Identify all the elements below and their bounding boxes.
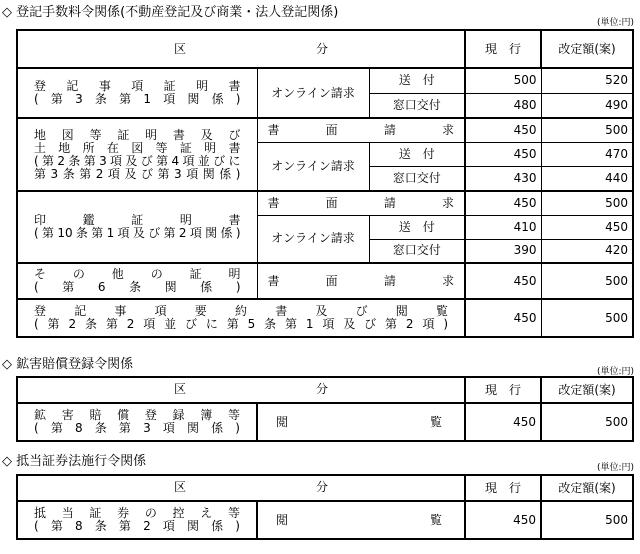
current-fee: 390 xyxy=(465,239,541,263)
current-fee: 450 xyxy=(465,142,541,166)
unit-label: (単位:円) xyxy=(596,18,634,28)
header-col2: 分 xyxy=(316,480,329,494)
written-request-cell xyxy=(257,191,465,215)
unit-label: (単位:円) xyxy=(596,463,634,473)
inspection-label-a: 閲 xyxy=(276,513,289,527)
revised-fee: 470 xyxy=(541,142,633,166)
inspection-label-b: 覧 xyxy=(429,513,442,527)
item-name: 登記事項証明書 xyxy=(34,79,241,93)
written-request-label: 書 面 請 求 xyxy=(267,273,455,288)
written-request-cell xyxy=(257,118,465,142)
revised-fee: 490 xyxy=(541,93,633,118)
header-current: 現 行 xyxy=(465,30,541,68)
revised-fee: 500 xyxy=(541,403,633,441)
header-col1: 区 xyxy=(174,480,187,494)
item-name-2: 土地所在図等証明書 xyxy=(34,140,241,155)
section-title-registration-fees: ◇ 登記手数料令関係(不動産登記及び商業・法人登記関係) xyxy=(2,5,339,20)
registration-fee-table xyxy=(16,29,634,338)
item-article: (第6条関係) xyxy=(34,280,241,294)
table-row xyxy=(17,403,633,441)
mining-damage-fee-table xyxy=(16,376,634,442)
item-article: (第10条第1項及び第2項関係) xyxy=(34,226,241,240)
item-name-cell xyxy=(17,118,257,191)
method-label: 送 付 xyxy=(369,68,465,93)
inspection-cell xyxy=(257,403,465,441)
current-fee: 450 xyxy=(465,118,541,142)
mortgage-securities-fee-table xyxy=(16,474,634,540)
method-label: 窓口交付 xyxy=(369,239,465,263)
section-title-mortgage-securities: ◇ 抵当証券法施行令関係 xyxy=(2,454,147,469)
written-request-label: 書 面 請 求 xyxy=(267,195,455,210)
current-fee: 430 xyxy=(465,166,541,191)
header-category xyxy=(17,30,465,68)
method-label: 送 付 xyxy=(369,215,465,239)
revised-fee: 450 xyxy=(541,215,633,239)
section-title-mining-damage: ◇ 鉱害賠償登録令関係 xyxy=(2,357,134,372)
item-name: 鉱害賠償登録簿等 xyxy=(34,408,240,422)
item-article-2: 第3条第2項及び第3項関係) xyxy=(34,166,241,181)
table-row xyxy=(17,68,633,93)
table-row xyxy=(17,191,633,215)
header-revised: 改定額(案) xyxy=(541,30,633,68)
item-name-cell xyxy=(17,501,257,539)
method-label: 窓口交付 xyxy=(369,93,465,118)
table-row xyxy=(17,263,633,299)
current-fee: 410 xyxy=(465,215,541,239)
current-fee: 450 xyxy=(465,191,541,215)
unit-label: (単位:円) xyxy=(596,367,634,377)
item-article: (第2条第2項並びに第5条第1項及び第2項) xyxy=(34,317,449,331)
written-request-label: 書 面 請 求 xyxy=(267,122,455,137)
current-fee: 500 xyxy=(465,68,541,93)
revised-fee: 440 xyxy=(541,166,633,191)
table-row xyxy=(17,118,633,142)
header-col1: 区 xyxy=(174,42,187,56)
header-category xyxy=(17,475,465,501)
inspection-label-b: 覧 xyxy=(429,415,442,429)
header-revised: 改定額(案) xyxy=(541,377,633,403)
table-header-row xyxy=(17,30,633,68)
header-current: 現 行 xyxy=(465,475,541,501)
header-col2: 分 xyxy=(316,42,329,56)
current-fee: 450 xyxy=(465,403,541,441)
item-name-cell xyxy=(17,299,465,337)
item-name-cell xyxy=(17,263,257,299)
revised-fee: 500 xyxy=(541,299,633,337)
table-row xyxy=(17,501,633,539)
current-fee: 480 xyxy=(465,93,541,118)
table-row xyxy=(17,299,633,337)
header-col1: 区 xyxy=(174,382,187,396)
written-request-cell xyxy=(257,263,465,299)
revised-fee: 420 xyxy=(541,239,633,263)
item-name-cell xyxy=(17,68,257,118)
header-revised: 改定額(案) xyxy=(541,475,633,501)
revised-fee: 500 xyxy=(541,501,633,539)
item-article: (第8条第2項関係) xyxy=(34,519,240,533)
header-col2: 分 xyxy=(316,382,329,396)
item-name-cell xyxy=(17,403,257,441)
item-name: 印鑑証明書 xyxy=(34,213,241,227)
item-article: (第8条第3項関係) xyxy=(34,421,240,435)
table-header-row xyxy=(17,475,633,501)
item-name: 登記事項要約書及び閲覧 xyxy=(34,304,449,318)
method-label: 窓口交付 xyxy=(369,166,465,191)
revised-fee: 500 xyxy=(541,191,633,215)
online-request-cell: オンライン請求 xyxy=(257,68,369,118)
current-fee: 450 xyxy=(465,501,541,539)
item-article: (第3条第1項関係) xyxy=(34,92,241,106)
header-current: 現 行 xyxy=(465,377,541,403)
revised-fee: 500 xyxy=(541,263,633,299)
revised-fee: 520 xyxy=(541,68,633,93)
item-name: その他の証明 xyxy=(34,267,241,281)
table-header-row xyxy=(17,377,633,403)
item-name-cell xyxy=(17,191,257,263)
online-request-cell: オンライン請求 xyxy=(257,215,369,263)
revised-fee: 500 xyxy=(541,118,633,142)
item-name: 地図等証明書及び xyxy=(34,127,241,142)
online-request-cell: オンライン請求 xyxy=(257,142,369,191)
method-label: 送 付 xyxy=(369,142,465,166)
current-fee: 450 xyxy=(465,263,541,299)
current-fee: 450 xyxy=(465,299,541,337)
item-article: (第2条第3項及び第4項並びに xyxy=(34,153,241,168)
inspection-cell xyxy=(257,501,465,539)
inspection-label-a: 閲 xyxy=(276,415,289,429)
item-name: 抵当証券の控え等 xyxy=(34,506,240,520)
header-category xyxy=(17,377,465,403)
